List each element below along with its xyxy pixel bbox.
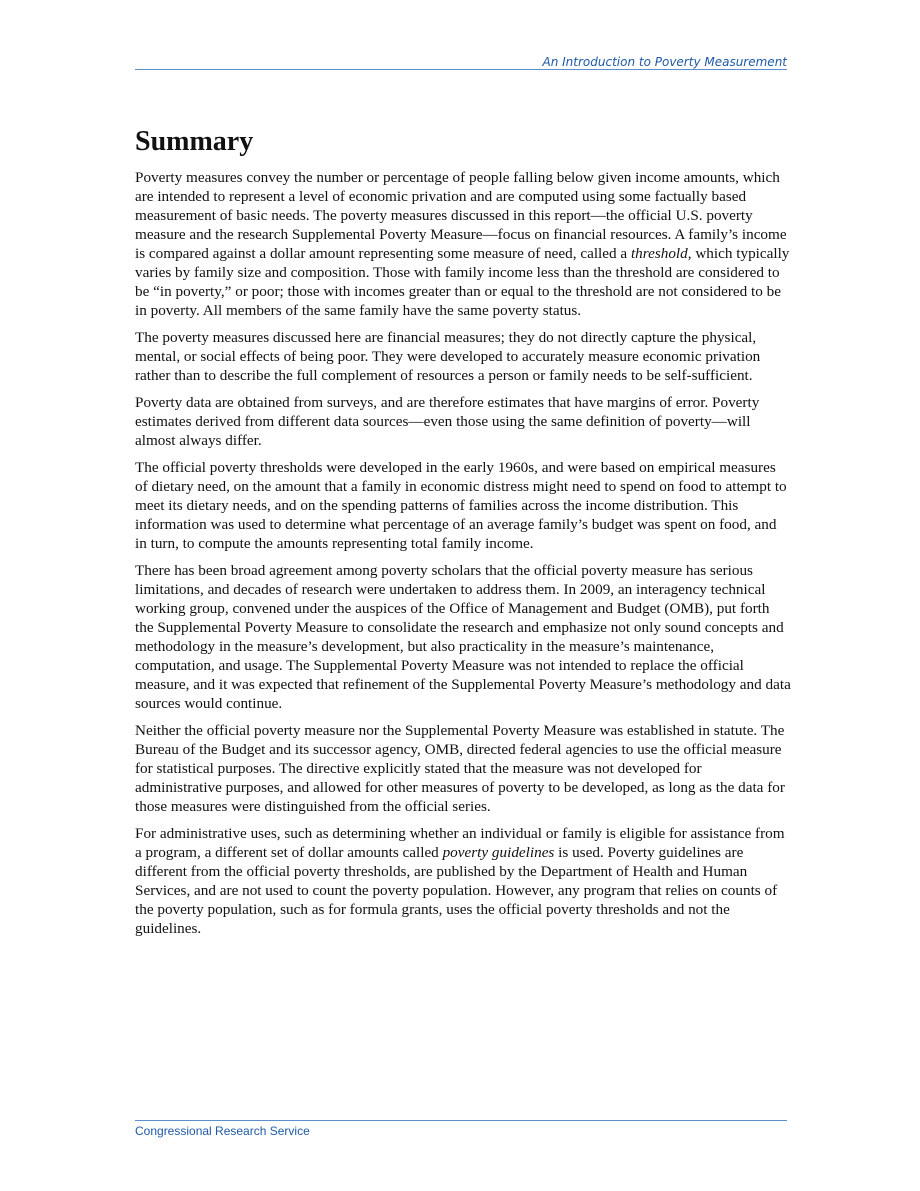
- running-footer: Congressional Research Service: [135, 1124, 310, 1138]
- footer-divider: [135, 1120, 787, 1121]
- header-divider: [135, 69, 787, 70]
- summary-paragraph-1: [135, 168, 791, 320]
- section-title: Summary: [135, 126, 254, 157]
- summary-paragraph-5: There has been broad agreement among poverty scholars that the official poverty measure has serious limitations, and decades of research were undertaken to address them. In 2009, an interagency technical working group, convened under the auspices of the Office of Management and Budget (OMB), put forth the Supplemental Poverty Measure to consolidate the research and emphasize not only sound concepts and methodology in the measure’s development, but also practicality in the measure’s maintenance, computation, and usage. The Supplemental Poverty Measure was not intended to replace the official measure, and it was expected that refinement of the Supplemental Poverty Measure’s methodology and data sources would continue.: [135, 562, 791, 712]
- summary-paragraph-7: [135, 824, 791, 938]
- paragraph-text: For administrative uses, such as determining whether an individual or family is eligible for assistance from a program, a different set of dollar amounts called: [135, 825, 785, 861]
- italic-term-threshold: threshold: [630, 245, 688, 262]
- summary-paragraph-3: Poverty data are obtained from surveys, and are therefore estimates that have margins of error. Poverty estimates derived from different data sources—even those using the same definition of poverty—will almost always differ.: [135, 394, 760, 449]
- summary-paragraph-4: The official poverty thresholds were developed in the early 1960s, and were based on empirical measures of dietary need, on the amount that a family in economic distress might need to spend on food to attempt to meet its dietary needs, and on the spending patterns of families across the income distribution. This information was used to determine what percentage of an average family’s budget was spent on food, and in turn, to compute the amounts representing total family income.: [135, 459, 787, 552]
- paragraph-text: is used. Poverty guidelines are different from the official poverty thresholds, are published by the Department of Health and Human Services, and are not used to count the poverty population. However, any program that relies on counts of the poverty population, such as for formula grants, uses the official poverty thresholds and not the guidelines.: [135, 844, 778, 937]
- summary-paragraph-6: Neither the official poverty measure nor the Supplemental Poverty Measure was established in statute. The Bureau of the Budget and its successor agency, OMB, directed federal agencies to use the official measure for statistical purposes. The directive explicitly stated that the measure was not developed for administrative purposes, and allowed for other measures of poverty to be developed, as long as the data for those measures were distinguished from the official series.: [135, 722, 785, 815]
- running-header: An Introduction to Poverty Measurement: [542, 55, 787, 69]
- document-body: [135, 124, 791, 946]
- paragraph-text: Poverty measures convey the number or percentage of people falling below given income amounts, which are intended to represent a level of economic privation and are computed using some factually based measurement of basic needs. The poverty measures discussed in this report—the official U.S. poverty measure and the research Supplemental Poverty Measure—focus on financial resources. A family’s income is compared against a dollar amount representing some measure of need, called a: [135, 169, 787, 262]
- italic-term-poverty-guidelines: poverty guidelines: [442, 844, 555, 861]
- paragraph-text: , which typically varies by family size and composition. Those with family income less than the threshold are considered to be “in poverty,” or poor; those with incomes greater than or equal to the threshold are not considered to be in poverty. All members of the same family have the same poverty status.: [135, 245, 790, 319]
- summary-paragraph-2: The poverty measures discussed here are financial measures; they do not directly capture the physical, mental, or social effects of being poor. They were developed to accurately measure economic privation rather than to describe the full complement of resources a person or family needs to be self-sufficient.: [135, 329, 761, 384]
